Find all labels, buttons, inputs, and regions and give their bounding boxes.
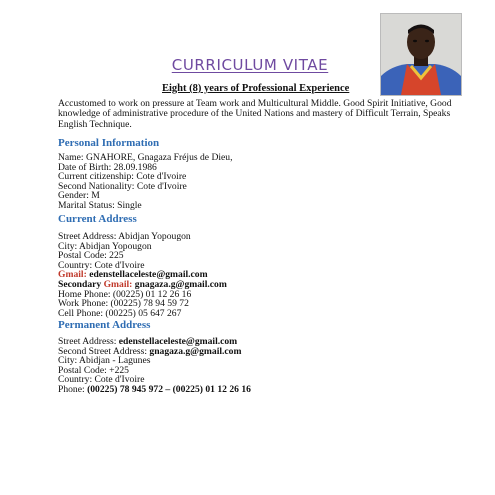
profile-summary: Accustomed to work on pressure at Team work and Multicultural Middle. Good Spirit Initiative, Good knowledge of administrative procedure of the United Nations and mastery of Difficult Terrain, Speaks English Technique. xyxy=(58,98,452,130)
portrait-photo xyxy=(380,13,462,96)
name-line: Name: GNAHORE, Gnagaza Fréjus de Dieu, xyxy=(58,152,233,163)
current-street-line: Street Address: Abidjan Yopougon xyxy=(58,231,191,242)
permanent-address-heading: Permanent Address xyxy=(58,319,151,331)
work-phone-line: Work Phone: (00225) 78 94 59 72 xyxy=(58,298,189,310)
current-postal-line: Postal Code: 225 xyxy=(58,250,124,262)
permanent-city-line: City: Abidjan - Lagunes xyxy=(58,355,151,367)
citizenship-line: Current citizenship: Cote d'Ivoire xyxy=(58,171,187,183)
second-nationality-line: Second Nationality: Cote d'Ivoire xyxy=(58,180,187,192)
personal-info-heading: Personal Information xyxy=(58,137,160,149)
current-address-heading: Current Address xyxy=(58,213,137,225)
personal-info-block xyxy=(58,153,233,211)
secondary-gmail-link[interactable]: gnagaza.g@gmail.com xyxy=(134,278,227,290)
gender-line: Gender: M xyxy=(58,190,100,202)
permanent-street-label: Street Address: xyxy=(58,336,117,347)
marital-status-line: Marital Status: Single xyxy=(58,199,142,211)
permanent-phone-line xyxy=(58,385,251,395)
second-street-link[interactable]: gnagaza.g@gmail.com xyxy=(149,345,242,357)
cell-phone-line: Cell Phone: (00225) 05 647 267 xyxy=(58,307,182,319)
permanent-country-line: Country: Cote d'Ivoire xyxy=(58,374,145,386)
permanent-street-link[interactable]: edenstellaceleste@gmail.com xyxy=(118,336,238,347)
gmail-link[interactable]: edenstellaceleste@gmail.com xyxy=(89,269,208,281)
permanent-address-block xyxy=(58,337,251,395)
dob-line: Date of Birth: 28.09.1986 xyxy=(58,161,157,173)
current-city-line: City: Abidjan Yopougon xyxy=(58,240,152,252)
permanent-phone-label: Phone: xyxy=(58,383,85,395)
permanent-phone-value: (00225) 78 945 972 – (00225) 01 12 26 16 xyxy=(87,383,251,395)
experience-subtitle: Eight (8) years of Professional Experience xyxy=(162,83,350,94)
gmail-label: Gmail: xyxy=(58,269,87,281)
second-street-label: Second Street Address: xyxy=(58,345,147,357)
permanent-postal-line: Postal Code: +225 xyxy=(58,364,129,376)
current-country-line: Country: Cote d'Ivoire xyxy=(58,259,145,271)
page-title: CURRICULUM VITAE xyxy=(171,56,329,74)
home-phone-line: Home Phone: (00225) 01 12 26 16 xyxy=(58,288,192,300)
secondary-prefix: Secondary xyxy=(58,278,102,290)
secondary-gmail-label: Gmail: xyxy=(103,278,133,290)
current-address-block xyxy=(58,232,227,318)
